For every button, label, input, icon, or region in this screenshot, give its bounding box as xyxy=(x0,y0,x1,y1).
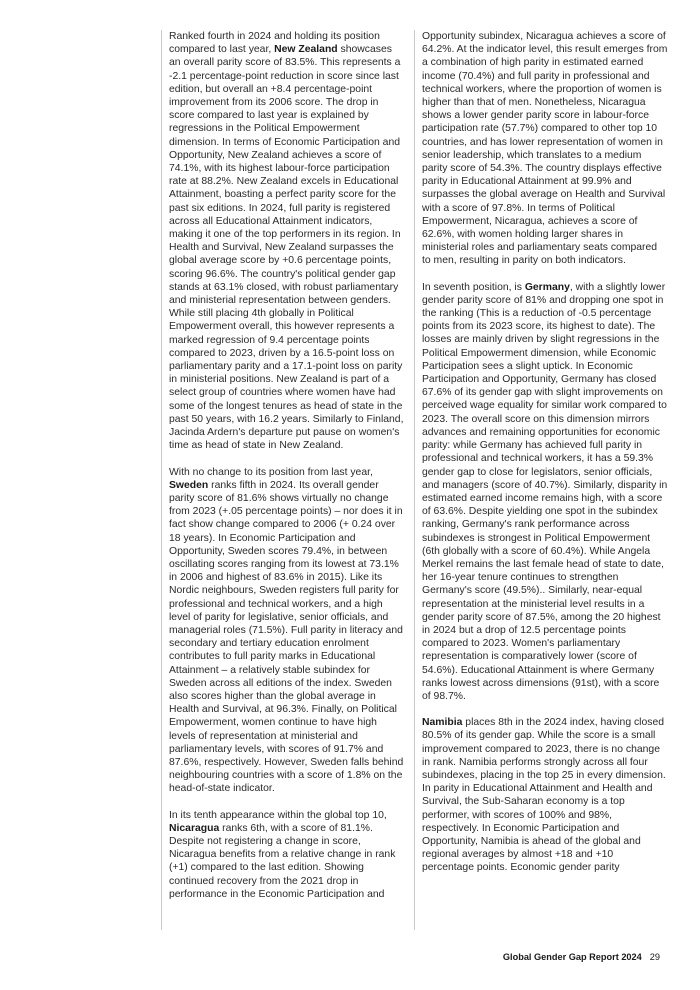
paragraph-nicaragua-continued xyxy=(422,30,668,268)
country-name-new-zealand: New Zealand xyxy=(274,44,338,56)
country-name-namibia: Namibia xyxy=(422,717,463,729)
paragraph-text: ranks 6th, with a score of 81.1%. Despite not registering a change in score, Nicaragua benefits from a relative change in rank (+1) compared to the last edition. Showing continued recovery from the 2021 drop in performance in the Economic Participation and xyxy=(169,822,396,900)
page-footer xyxy=(0,952,660,962)
paragraph-nicaragua xyxy=(169,809,406,901)
paragraph-text: Ranked fourth in 2024 and holding its position compared to last year, xyxy=(169,31,380,56)
paragraph-namibia xyxy=(422,716,668,874)
report-title: Global Gender Gap Report 2024 xyxy=(502,952,642,962)
paragraph-text: In its tenth appearance within the global top 10, xyxy=(169,809,387,821)
paragraph-text: places 8th in the 2024 index, having closed 80.5% of its gender gap. While the score is a small improvement compared to 2023, there is no change in rank. Namibia performs strongly across all four subindexes, placing in the top 25 in every dimension. In parity in Educational Attainment and Health and Survival, the Sub-Saharan economy is a top performer, with scores of 100% and 98%, respectively. In Economic Participation and Opportunity, Namibia is ahead of the global and regional averages by almost +18 and +10 percentage points. Economic gender parity xyxy=(422,717,666,874)
country-name-sweden: Sweden xyxy=(169,479,209,491)
paragraph-text: showcases an overall parity score of 83.5%. This represents a -2.1 percentage-point reduction in score since last edition, but overall an +8.4 percentage-point improvement from its 2006 score. The drop in score compared to last year is explained by regressions in the Political Empowerment dimension. In terms of Economic Participation and Opportunity, New Zealand achieves a score of 74.1%, with its highest labour-force participation rate at 88.2%. New Zealand excels in Educational Attainment, boasting a perfect parity score for the past six editions. In 2024, full parity is registered across all Educational Attainment indicators, making it one of the top performers in its region. In Health and Survival, New Zealand surpasses the global average score by +0.6 percentage points, scoring 96.6%. The country's political gender gap stands at 63.1% closed, with robust parliamentary and ministerial representation between genders. While still placing 4th globally in Political Empowerment overall, this however represents a marked regression of 9.4 percentage points compared to 2023, driven by a 16.5-point loss on parliamentary parity and a 17.1-point loss on parity in ministerial positions. New Zealand is part of a select group of countries where women have had some of the longest tenures as head of state in the past 50 years, with 16.2 years. Similarly to Finland, Jacinda Ardern's departure put pause on women's time as head of state in New Zealand. xyxy=(169,44,404,452)
paragraph-text: Opportunity subindex, Nicaragua achieves a score of 64.2%. At the indicator level, this result emerges from a combination of high parity in estimated earned income (70.4%) and full parity in professional and technical workers, where the proportion of women is higher than that of men. Nonetheless, Nicaragua shows a lower gender parity score in labour-force participation rate (57.7%) compared to other top 10 countries, and has lower representation of women in senior leadership, which translates to a medium parity score of 54.3%. The country displays effective parity in Educational Attainment at 99.9% and surpasses the global average on Health and Survival with a score of 97.8%. In terms of Political Empowerment, Nicaragua, achieves a score of 62.6%, with women holding larger shares in ministerial roles and parliamentary seats compared to men, resulting in parity on both indicators. xyxy=(422,31,668,267)
page-number: 29 xyxy=(649,952,660,962)
country-name-germany: Germany xyxy=(524,281,570,293)
paragraph-text: With no change to its position from last year, xyxy=(169,466,373,478)
paragraph-text: In seventh position, is xyxy=(422,281,525,293)
paragraph-text: , with a slightly lower gender parity score of 81% and dropping one spot in the ranking (This is a reduction of -0.5 percentage points from its 2023 score, its highest to date). The losses are mainly driven by slight regressions in the Political Empowerment dimension, while Economic Participation sees a slight uptick. In Economic Participation and Opportunity, Germany has closed 67.6% of its gender gap with slight improvements on perceived wage equality for similar work compared to 2023. The overall score on this dimension mirrors advances and remaining opportunities for economic parity: while Germany has achieved full parity in professional and technical workers, it has a 59.3% gender gap to close for legislators, senior officials, and managers (score of 40.7%). Similarly, disparity in estimated earned income remains high, with a score of 63.6%. Despite yielding one spot in the subindex ranking, Germany's rank performance across subindexes is strongest in Political Empowerment (6th globally with a score of 60.4%). While Angela Merkel remains the last female head of state to date, her 16-year tenure continues to strengthen Germany's score (49.5%).. Similarly, near-equal representation at the ministerial level results in a gender parity score of 87.5%, among the 20 highest in 2024 but a drop of 12.5 percentage points compared to 2023. Women's parliamentary representation is comparatively lower (score of 54.6%). Educational Attainment is where Germany ranks lowest across dimensions (91st), with a score of 98.7%. xyxy=(422,281,668,702)
paragraph-new-zealand xyxy=(169,30,406,453)
paragraph-germany xyxy=(422,281,668,704)
paragraph-sweden xyxy=(169,466,406,796)
paragraph-text: ranks fifth in 2024. Its overall gender parity score of 81.6% shows virtually no change from 2023 (+.05 percentage points) – nor does it in fact show change compared to 2006 (+ 0.24 over 18 years). In Economic Participation and Opportunity, Sweden scores 79.4%, in between oscillating scores ranging from its lowest at 73.1% in 2006 and highest of 83.6% in 2015). Like its Nordic neighbours, Sweden registers full parity for professional and technical workers, and a high level of parity for legislative, senior officials, and managerial roles (71.5%). Full parity in literacy and secondary and tertiary education enrolment contributes to full parity marks in Educational Attainment – a relatively stable subindex for Sweden across all editions of the index. Sweden also scores higher than the global average in Health and Survival, at 96.3%. Finally, on Political Empowerment, women continue to have high levels of representation at ministerial and parliamentary levels, with scores of 91.7% and 87.6%, respectively. However, Sweden falls behind neighbouring countries with a score of 1.8% on the head-of-state indicator. xyxy=(169,479,404,795)
text-column-right xyxy=(414,30,668,930)
text-column-left xyxy=(161,30,406,930)
country-name-nicaragua: Nicaragua xyxy=(169,822,220,834)
